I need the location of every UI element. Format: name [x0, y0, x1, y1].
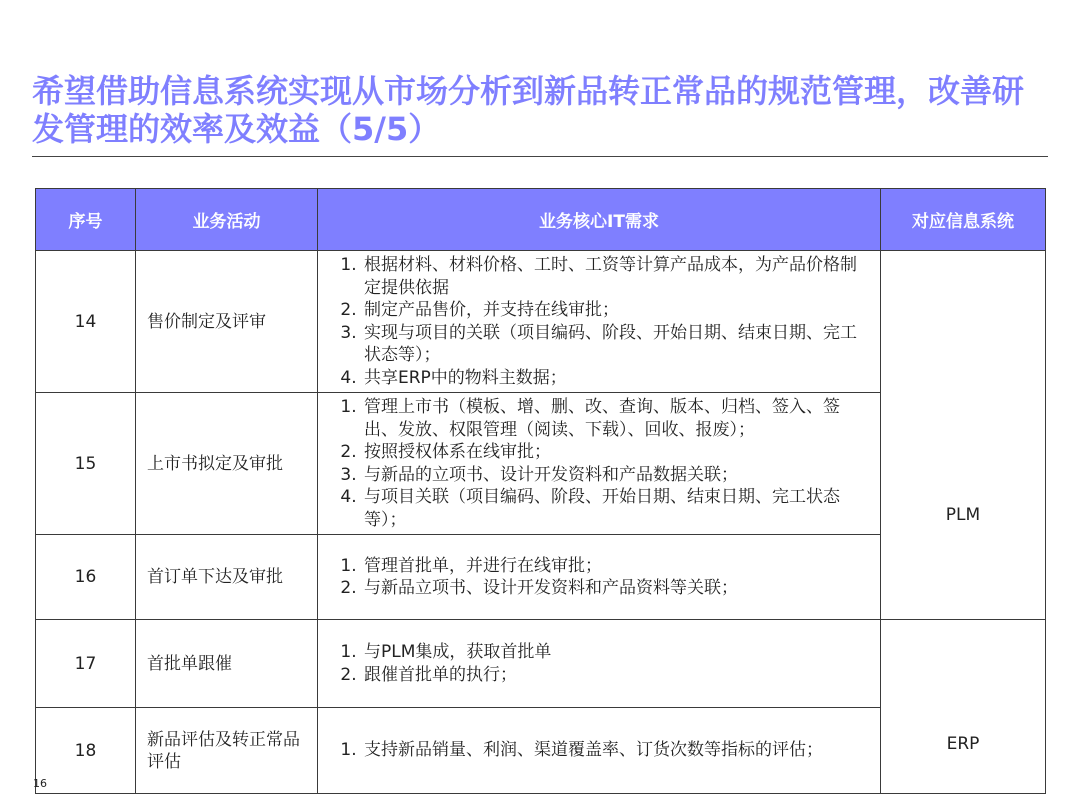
row-number: 16: [36, 535, 136, 620]
page-title: 希望借助信息系统实现从市场分析到新品转正常品的规范管理，改善研发管理的效率及效益（5/5）: [32, 72, 1025, 148]
requirement-item: 3. 实现与项目的关联（项目编码、阶段、开始日期、结束日期、完工状态等）；: [362, 322, 864, 367]
system-cell-erp: [881, 620, 1046, 794]
requirement-item: 1. 支持新品销量、利润、渠道覆盖率、订货次数等指标的评估；: [362, 739, 864, 762]
row-activity: 上市书拟定及审批: [136, 393, 318, 535]
row-activity: 新品评估及转正常品评估: [136, 708, 318, 794]
table-row: [36, 620, 1046, 708]
requirement-item: 1. 与PLM集成，获取首批单: [362, 641, 864, 664]
system-cell-plm: [881, 251, 1046, 620]
requirement-item: 3. 与新品的立项书、设计开发资料和产品数据关联；: [362, 464, 864, 487]
header-sequence: 序号: [36, 189, 136, 251]
requirement-item: 1. 管理首批单，并进行在线审批；: [362, 555, 864, 578]
requirement-item: 1. 根据材料、材料价格、工时、工资等计算产品成本，为产品价格制定提供依据: [362, 254, 864, 299]
row-requirements: [318, 620, 881, 708]
page-number: 16: [33, 777, 47, 790]
row-number: 14: [36, 251, 136, 393]
header-it-requirements: 业务核心IT需求: [318, 189, 881, 251]
row-requirements: [318, 535, 881, 620]
row-activity: 首订单下达及审批: [136, 535, 318, 620]
requirement-item: 4. 与项目关联（项目编码、阶段、开始日期、结束日期、完工状态等）；: [362, 486, 864, 531]
table-header-row: [36, 189, 1046, 251]
requirement-item: 2. 按照授权体系在线审批；: [362, 441, 864, 464]
row-number: 15: [36, 393, 136, 535]
row-requirements: [318, 393, 881, 535]
row-number: 17: [36, 620, 136, 708]
requirements-table: [35, 188, 1046, 794]
row-number: 18: [36, 708, 136, 794]
row-activity: 售价制定及评审: [136, 251, 318, 393]
requirement-item: 1. 管理上市书（模板、增、删、改、查询、版本、归档、签入、签出、发放、权限管理（阅读、下载）、回收、报废）；: [362, 396, 864, 441]
requirement-item: 4. 共享ERP中的物料主数据；: [362, 367, 864, 390]
header-system: 对应信息系统: [881, 189, 1046, 251]
row-activity: 首批单跟催: [136, 620, 318, 708]
requirement-item: 2. 与新品立项书、设计开发资料和产品资料等关联；: [362, 577, 864, 600]
system-label: PLM: [945, 505, 981, 525]
title-divider: [32, 156, 1048, 157]
system-label: ERP: [946, 733, 980, 754]
requirement-item: 2. 跟催首批单的执行；: [362, 664, 864, 687]
requirement-item: 2. 制定产品售价，并支持在线审批；: [362, 299, 864, 322]
table-row: [36, 251, 1046, 393]
row-requirements: [318, 708, 881, 794]
row-requirements: [318, 251, 881, 393]
header-activity: 业务活动: [136, 189, 318, 251]
